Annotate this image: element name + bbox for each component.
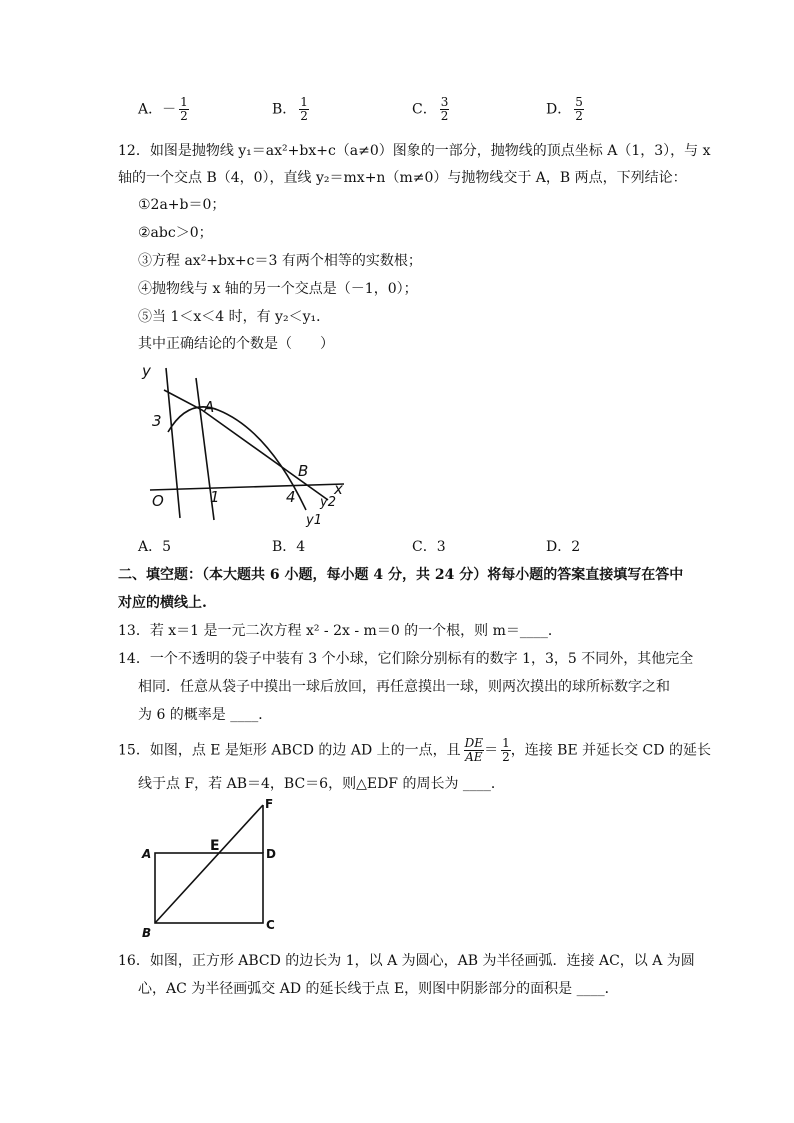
q15-ratio-fraction [464, 737, 484, 764]
q12-option-a: A．5 [138, 539, 172, 555]
denominator: AE [465, 750, 483, 764]
q12-statement-4: ④抛物线与 x 轴的另一个交点是（－1，0）； [138, 281, 418, 297]
q12-line1: 12．如图是抛物线 y₁＝ax²+bx+c（a≠0）图象的一部分，抛物线的顶点坐标 A（1，3），与 x [118, 143, 711, 159]
option-label: D． [546, 101, 572, 118]
q15-line1-end: ，连接 BE 并延长交 CD 的延长 [510, 742, 711, 759]
graph-label-y: y [142, 362, 151, 380]
graph-label-o: O [152, 492, 164, 510]
option-fraction [440, 96, 450, 123]
fig-label-d: D [266, 847, 276, 861]
fig-label-e: E [210, 838, 220, 854]
q12-option-d: D．2 [546, 539, 581, 555]
fig-label-f: F [265, 797, 274, 811]
option-label: C． [412, 101, 437, 118]
graph-label-3: 3 [152, 412, 162, 430]
denominator: 2 [180, 109, 188, 123]
y-axis [166, 368, 180, 518]
numerator: DE [464, 736, 484, 750]
numerator: 1 [300, 95, 308, 109]
line-y2 [164, 390, 328, 500]
q14-line3: 为 6 的概率是 ____． [138, 707, 273, 723]
q12-option-b: B．4 [272, 539, 306, 555]
q14-line1: 14．一个不透明的袋子中装有 3 个小球，它们除分别标有的数字 1，3，5 不同外，其他完全 [118, 651, 694, 667]
graph-label-a: A [204, 398, 215, 416]
q16-line2: 心，AC 为半径画弧交 AD 的延长线于点 E，则图中阴影部分的面积是 ____． [138, 981, 619, 997]
q12-statement-3: ③方程 ax²+bx+c＝3 有两个相等的实数根； [138, 253, 422, 269]
fig-label-b: B [142, 926, 152, 940]
graph-label-4: 4 [286, 488, 296, 506]
q15-line1 [118, 737, 711, 764]
option-fraction [179, 96, 189, 123]
q11-option-d [546, 96, 584, 123]
graph-label-y2: y2 [320, 495, 336, 510]
q12-option-c: C．3 [412, 539, 446, 555]
section2-heading-line1: 二、填空题：（本大题共 6 小题，每小题 4 分，共 24 分）将每小题的答案直接填写在答中 [118, 567, 684, 583]
fig-label-c: C [266, 918, 275, 932]
denominator: 2 [300, 109, 308, 123]
option-sign: － [162, 101, 177, 118]
segment-bf [155, 805, 263, 923]
fig-label-a: A [142, 847, 152, 861]
numerator: 3 [440, 95, 449, 109]
denominator: 2 [440, 109, 449, 123]
q12-line2: 轴的一个交点 B（4，0），直线 y₂＝mx+n（m≠0）与抛物线交于 A，B 两点，下列结论： [118, 170, 687, 186]
q15-half-fraction [501, 737, 511, 764]
numerator: 1 [180, 95, 188, 109]
numerator: 5 [575, 95, 583, 109]
graph-label-b: B [298, 462, 309, 480]
q15-line1-start: 15．如图，点 E 是矩形 ABCD 的边 AD 上的一点，且 [118, 742, 461, 759]
graph-label-1: 1 [210, 488, 220, 506]
q12-statement-5: ⑤当 1＜x＜4 时，有 y₂＜y₁． [138, 309, 331, 325]
q16-line1: 16．如图，正方形 ABCD 的边长为 1，以 A 为圆心，AB 为半径画弧．连接 AC，以 A 为圆 [118, 953, 695, 969]
option-label: B． [272, 101, 297, 118]
option-fraction [574, 96, 584, 123]
q14-line2: 相同．任意从袋子中摸出一球后放回，再任意摸出一球，则两次摸出的球所标数字之和 [138, 679, 670, 695]
q13-text: 13．若 x＝1 是一元二次方程 x² - 2x - m＝0 的一个根，则 m＝____． [118, 623, 562, 639]
q12-statement-1: ①2a+b＝0； [138, 197, 226, 213]
q11-option-b [272, 96, 309, 123]
q15-rectangle-figure [138, 795, 288, 945]
graph-label-y1: y1 [306, 513, 322, 528]
q11-option-c [412, 96, 449, 123]
section2-heading-line2: 对应的横线上. [118, 595, 207, 611]
option-fraction [299, 96, 309, 123]
q12-statement-2: ②abc＞0； [138, 225, 213, 241]
q12-question: 其中正确结论的个数是（ ） [138, 336, 334, 352]
numerator: 1 [502, 736, 510, 750]
q11-option-a [138, 96, 189, 123]
q12-parabola-figure [138, 360, 358, 530]
x-axis [150, 484, 344, 490]
denominator: 2 [502, 750, 510, 764]
q15-line2: 线于点 F，若 AB＝4，BC＝6，则△EDF 的周长为 ____． [138, 776, 505, 792]
option-label: A． [138, 101, 163, 118]
denominator: 2 [575, 109, 583, 123]
graph-label-x: x [334, 480, 343, 498]
equals-sign: ＝ [484, 742, 499, 759]
